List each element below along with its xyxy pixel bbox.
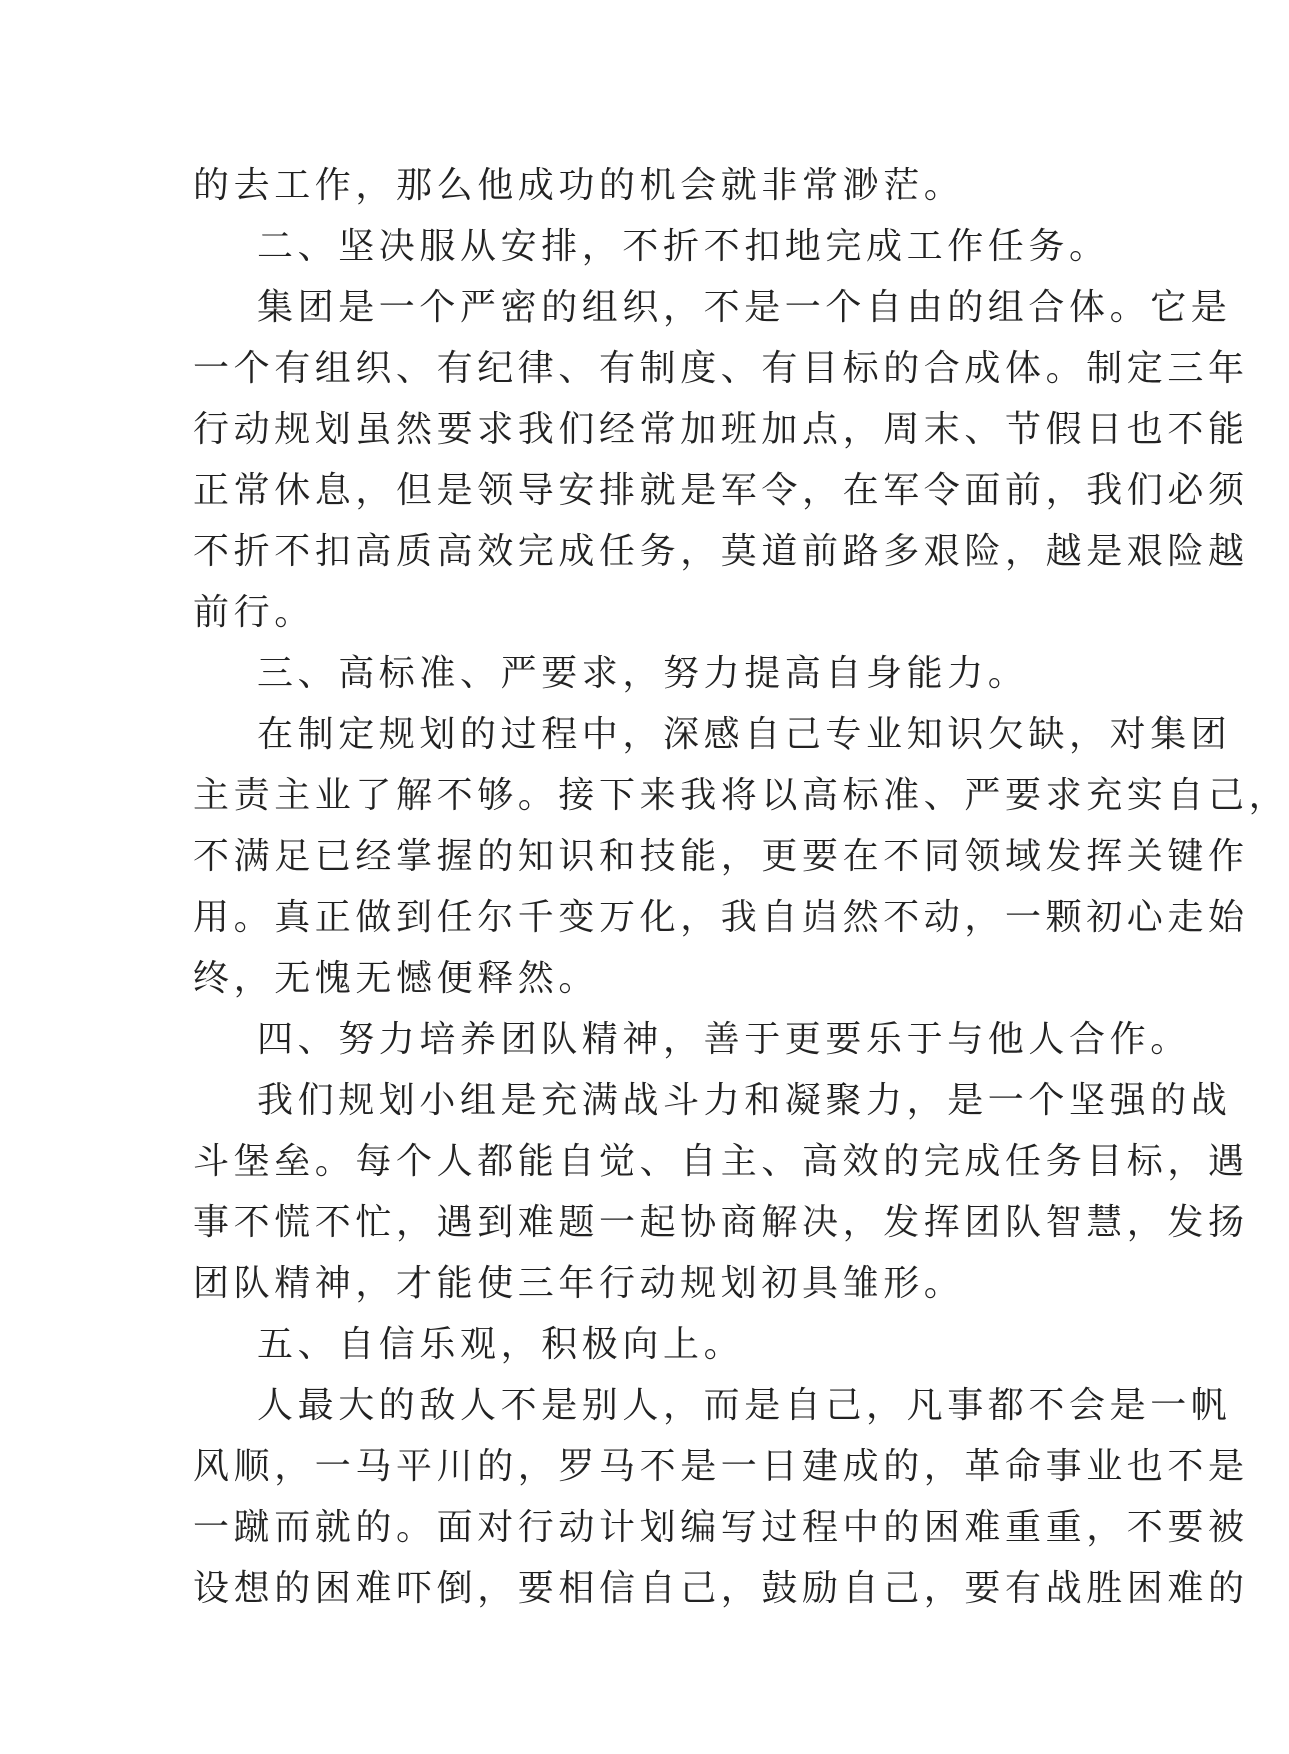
text-line-12: 不满足已经掌握的知识和技能，更要在不同领域发挥关键作 <box>193 836 1249 877</box>
text-line-13: 用。真正做到任尔千变万化，我自岿然不动，一颗初心走始 <box>193 897 1249 938</box>
text-line-7: 不折不扣高质高效完成任务，莫道前路多艰险，越是艰险越 <box>193 531 1249 572</box>
text-line-21: 人最大的敌人不是别人，而是自己，凡事都不会是一帆 <box>257 1385 1232 1426</box>
heading-line-15: 四、努力培养团队精神，善于更要乐于与他人合作。 <box>257 1019 1191 1060</box>
text-line-23: 一蹴而就的。面对行动计划编写过程中的困难重重，不要被 <box>193 1507 1249 1548</box>
text-line-19: 团队精神，才能使三年行动规划初具雏形。 <box>193 1263 965 1304</box>
text-line-1: 的去工作，那么他成功的机会就非常渺茫。 <box>193 165 965 206</box>
text-line-11: 主责主业了解不够。接下来我将以高标准、严要求充实自己， <box>193 775 1289 816</box>
text-line-22: 风顺，一马平川的，罗马不是一日建成的，革命事业也不是 <box>193 1446 1249 1487</box>
text-line-3: 集团是一个严密的组织，不是一个自由的组合体。它是 <box>257 287 1232 328</box>
document-page <box>193 155 1289 1619</box>
text-line-17: 斗堡垒。每个人都能自觉、自主、高效的完成任务目标，遇 <box>193 1141 1249 1182</box>
text-line-4: 一个有组织、有纪律、有制度、有目标的合成体。制定三年 <box>193 348 1249 389</box>
text-line-6: 正常休息，但是领导安排就是军令，在军令面前，我们必须 <box>193 470 1249 511</box>
text-line-5: 行动规划虽然要求我们经常加班加点，周末、节假日也不能 <box>193 409 1249 450</box>
text-line-10: 在制定规划的过程中，深感自己专业知识欠缺，对集团 <box>257 714 1232 755</box>
text-line-16: 我们规划小组是充满战斗力和凝聚力，是一个坚强的战 <box>257 1080 1232 1121</box>
heading-line-20: 五、自信乐观，积极向上。 <box>257 1324 745 1365</box>
text-line-24: 设想的困难吓倒，要相信自己，鼓励自己，要有战胜困难的 <box>193 1568 1249 1609</box>
heading-line-9: 三、高标准、严要求，努力提高自身能力。 <box>257 653 1029 694</box>
text-line-8: 前行。 <box>193 592 315 633</box>
text-line-14: 终，无愧无憾便释然。 <box>193 958 600 999</box>
heading-line-2: 二、坚决服从安排，不折不扣地完成工作任务。 <box>257 226 1110 267</box>
text-line-18: 事不慌不忙，遇到难题一起协商解决，发挥团队智慧，发扬 <box>193 1202 1249 1243</box>
